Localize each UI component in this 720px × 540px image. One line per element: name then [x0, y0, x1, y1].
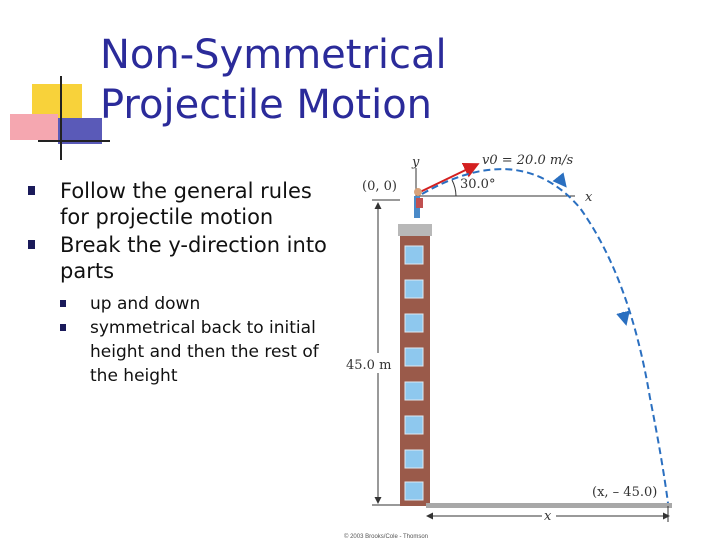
ground — [426, 503, 672, 508]
title-line-2: Projectile Motion — [100, 82, 433, 128]
velocity-label: v0 = 20.0 m/s — [482, 153, 574, 168]
sub-bullet-square-icon — [60, 300, 66, 307]
trajectory-arrow-1 — [559, 178, 563, 183]
angle-arc — [452, 180, 456, 196]
origin-label: (0, 0) — [362, 179, 397, 194]
decor-vertical-line — [60, 76, 62, 160]
sub-bullet-text: up and down — [90, 294, 201, 314]
person-figure — [414, 188, 423, 218]
building — [398, 224, 432, 506]
bullet-square-icon — [28, 240, 35, 249]
range-label: x — [544, 509, 552, 524]
bullet-item — [28, 178, 328, 230]
sub-bullet-text: symmetrical back to initial height and then the rest of the height — [90, 318, 319, 386]
sub-bullet-item — [60, 292, 328, 316]
y-axis-label: y — [412, 155, 420, 170]
landing-label: (x, – 45.0) — [592, 485, 658, 500]
sub-bullet-list — [30, 292, 328, 388]
height-label: 45.0 m — [346, 358, 392, 373]
trajectory-arrow-2 — [623, 312, 625, 320]
bullet-text: Follow the general rules for projectile motion — [60, 179, 312, 229]
sub-bullet-square-icon — [60, 324, 66, 331]
bullet-item — [28, 232, 328, 388]
x-axis-label: x — [585, 190, 593, 205]
slide-title — [100, 30, 520, 130]
bullet-text: Break the y-direction into parts — [60, 233, 327, 283]
angle-label: 30.0° — [460, 177, 496, 192]
decor-red-bar — [10, 114, 58, 140]
projectile-diagram — [330, 148, 710, 540]
copyright-text: © 2003 Brooks/Cole - Thomson — [344, 534, 429, 540]
trajectory-curve — [422, 169, 668, 503]
bullet-square-icon — [28, 186, 35, 195]
sub-bullet-item — [60, 316, 328, 388]
decor-horizontal-line — [38, 140, 110, 142]
title-line-1: Non-Symmetrical — [100, 32, 447, 78]
bullet-list — [28, 178, 328, 390]
